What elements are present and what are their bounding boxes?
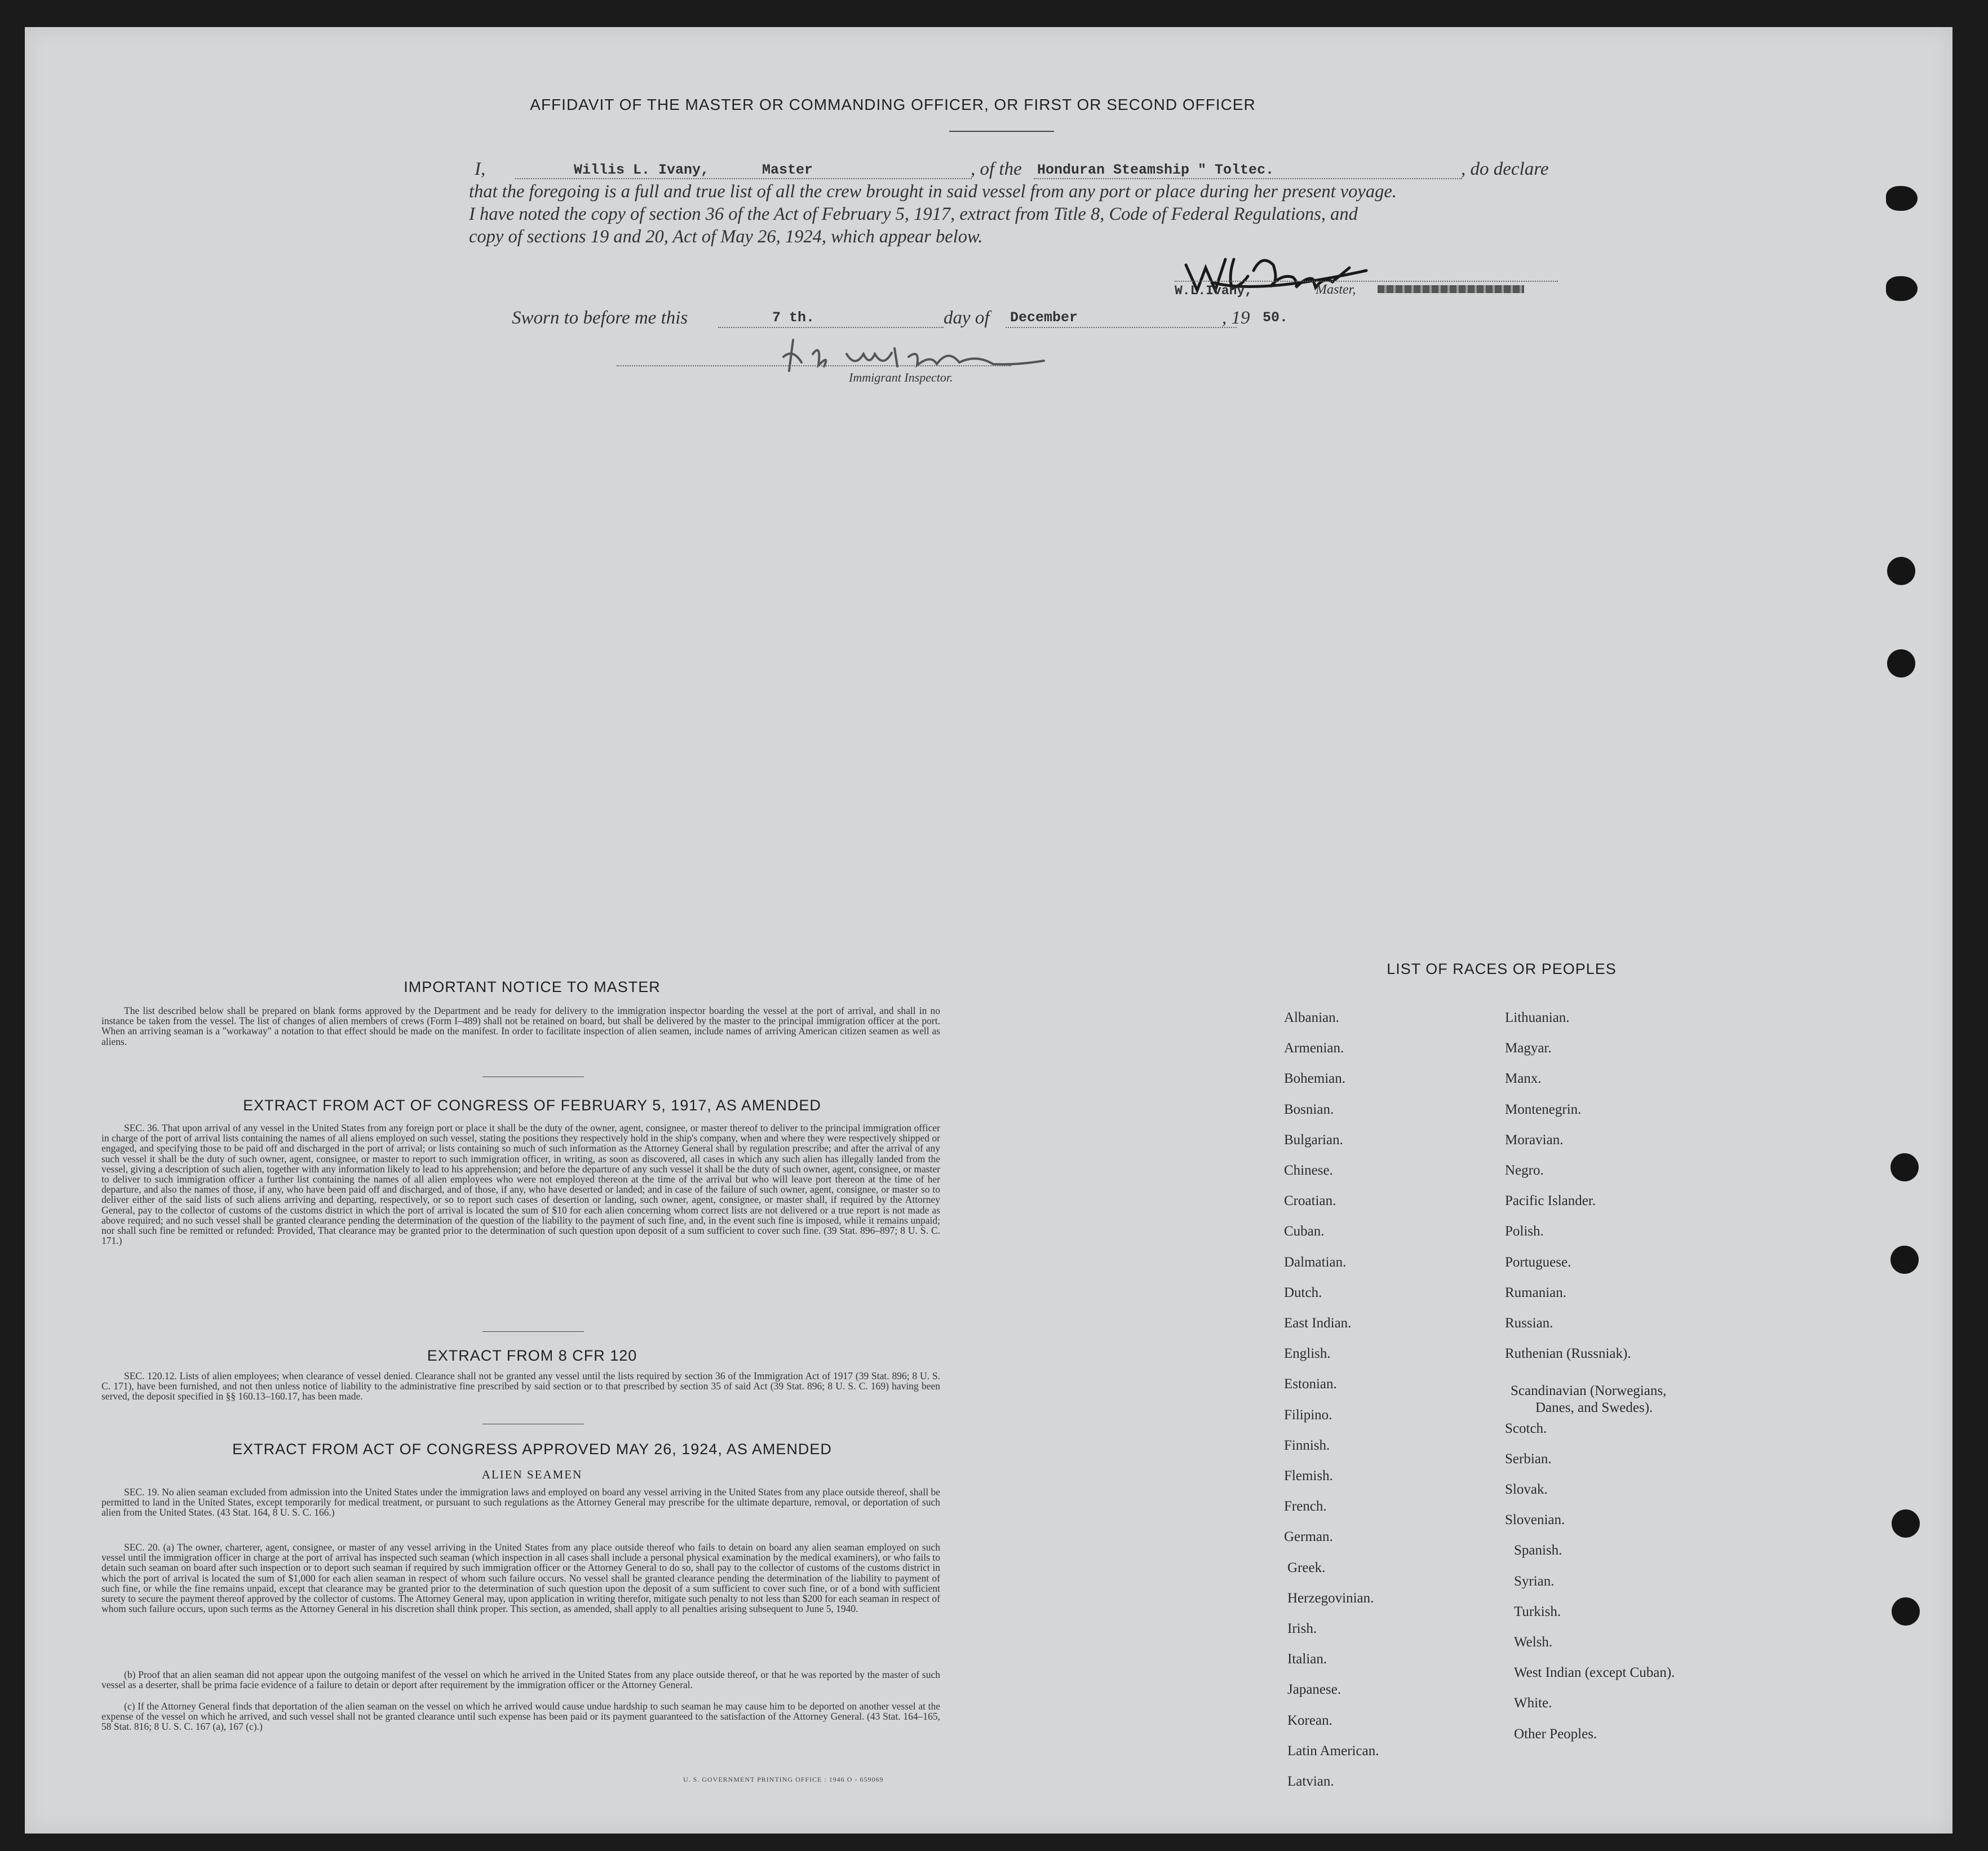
race-item: Japanese. <box>1287 1682 1341 1698</box>
race-item: Other Peoples. <box>1514 1726 1597 1742</box>
sworn-day: 7 th. <box>772 309 815 326</box>
punch-hole <box>1892 1509 1920 1538</box>
race-item: Montenegrin. <box>1505 1101 1582 1117</box>
punch-hole <box>1886 276 1918 301</box>
struck-text <box>1378 285 1524 293</box>
race-item: Bohemian. <box>1284 1071 1346 1087</box>
title-rule <box>949 131 1054 132</box>
sec20a-text: SEC. 20. (a) The owner, charterer, agent, consignee, or master of any vessel arriving in the United States from any place outside thereof who fails to detain on board any alien seaman employed on such vessel until the immigration officer in charge at the port of arrival has inspected such seaman (which inspection in all cases shall include a personal physical examination by the medical examiners), or who fails to detain such seaman on board after such inspection or to deport such seaman if required by such immigration officer or the Attorney General to do so, shall pay to the collector of customs of the customs district in which the port of arrival is located the sum of $1,000 for each alien seaman in respect of whom such failure occurs. No vessel shall be granted clearance pending the determination of the liability to payment of such fine, or while the fine remains unpaid, except that clearance may be granted prior to the determination of such question upon the deposit of a sum sufficient to cover such fine, or of a bond with sufficient surety to secure the payment thereof approved by the collector of customs. The Attorney General may, upon application in writing therefor, mitigate such penalty to not less than $200 for each seaman in respect of whom such failure occurs, upon such terms as the Attorney General in his discretion shall think proper. This section, as amended, shall apply to all penalties arising subsequent to June 5, 1940. <box>101 1542 940 1615</box>
punch-hole <box>1887 649 1915 677</box>
race-item: Korean. <box>1287 1712 1332 1728</box>
declarant-name: Willis L. Ivany, <box>574 162 710 178</box>
vessel-name: Honduran Steamship " Toltec. <box>1037 162 1274 178</box>
sworn-month: December <box>1010 309 1078 326</box>
punch-hole <box>1886 186 1918 211</box>
race-item: Irish. <box>1287 1621 1317 1636</box>
race-item: German. <box>1284 1529 1333 1545</box>
notice-text: The list described below shall be prepared on blank forms approved by the Department and be ready for delivery to the immigration inspector boarding the vessel at the port of arrival, and shall in no instance be taken from the vessel. The list of changes of alien members of crews (Form I–489) shall not be retained on board, but shall be delivered by the master to the principal immigration officer at the port. When an arriving seaman is a "workaway" a notation to that effect should be made on the manifest. In order to facilitate inspection of alien seamen, include names of arriving American citizen seamen as well as aliens. <box>101 1005 940 1047</box>
punch-hole <box>1890 1246 1919 1274</box>
section-rule <box>482 1331 584 1332</box>
extract1917-text: SEC. 36. That upon arrival of any vessel in the United States from any foreign port or place it shall be the duty of the owner, agent, consignee, or master thereof to deliver to the principal immigration officer in charge of the port of arrival lists containing the names of all aliens employed on such vessel, stating the positions they respectively hold in the ship's company, when and where they were respectively shipped or engaged, and specifying those to be paid off and discharged in the port of arrival; or lists containing so much of such information as the Attorney General shall by regulation prescribe; and after the arrival of any such vessel it shall be the duty of such owner, agent, consignee, or master to report to such immigration officer, in writing, as soon as discovered, all cases in which any such alien has illegally landed from the vessel, giving a description of such alien, together with any information likely to lead to his apprehension; and before the departure of any such vessel it shall be the duty of such owner, agent, consignee, or master to deliver to such immigration officer a further list containing the names of all alien employees who were not employed thereon at the time of the arrival but who will leave port thereon at the time of her departure, and also the names of those, if any, who have been paid off and discharged, and of those, if any, who have deserted or landed; and in case of the failure of such owner, agent, consignee, or master so to deliver either of the said lists of such aliens arriving and departing, respectively, or so to report such cases of desertion or landing, such owner, agent, consignee, or master shall, if required by the Attorney General, pay to the collector of customs of the customs district in which the port of arrival is located the sum of $10 for each alien concerning whom correct lists are not delivered or a true report is not made as above required; and no such vessel shall be granted clearance pending the determination of the question of the liability to the payment of such fine, and, in the event such fine is imposed, while it remains unpaid; nor shall such fine be remitted or refunded: Provided, That clearance may be granted prior to the determination of such question upon deposit of a sum sufficient to cover such fine. (39 Stat. 896–897; 8 U. S. C. 171.) <box>101 1122 940 1247</box>
sec20b-text: (b) Proof that an alien seaman did not appear upon the outgoing manifest of the vessel on which he arrived in the United States from any place outside thereof, or that he was reported by the master of such vessel as a deserter, shall be prima facie evidence of a failure to detain or deport after requirement by the immigration officer or the Attorney General. <box>101 1669 940 1691</box>
race-item: Slovenian. <box>1505 1512 1565 1528</box>
of-the-label: , of the <box>971 159 1022 179</box>
race-item: Dalmatian. <box>1284 1254 1347 1270</box>
day-of-label: day of <box>944 308 990 328</box>
race-item: Bulgarian. <box>1284 1132 1343 1148</box>
race-item: Flemish. <box>1284 1468 1333 1484</box>
race-item: Scotch. <box>1505 1420 1547 1436</box>
race-item: Albanian. <box>1284 1010 1339 1025</box>
race-item: Spanish. <box>1514 1543 1562 1558</box>
race-item: Rumanian. <box>1505 1285 1567 1300</box>
race-item: Serbian. <box>1505 1451 1552 1467</box>
inspector-label: Immigrant Inspector. <box>849 370 953 384</box>
race-item: Dutch. <box>1284 1285 1322 1300</box>
race-item: Russian. <box>1505 1316 1553 1331</box>
year-suffix: 50. <box>1263 309 1289 326</box>
race-item: Ruthenian (Russniak). <box>1505 1346 1631 1362</box>
extract1924-title: EXTRACT FROM ACT OF CONGRESS APPROVED MAY 26, 1924, AS AMENDED <box>232 1441 832 1458</box>
sworn-label: Sworn to before me this <box>512 308 688 328</box>
dotted-line <box>515 178 972 179</box>
race-item: Greek. <box>1287 1560 1326 1575</box>
extract-cfr-title: EXTRACT FROM 8 CFR 120 <box>427 1347 637 1364</box>
signature-role: Master, <box>1316 282 1356 297</box>
race-item: Slovak. <box>1505 1482 1548 1497</box>
race-item: Armenian. <box>1284 1040 1344 1056</box>
race-item: Negro. <box>1505 1163 1544 1178</box>
punch-hole <box>1890 1153 1919 1181</box>
dotted-line <box>1034 178 1462 179</box>
race-item: Magyar. <box>1505 1040 1552 1056</box>
race-item: Lithuanian. <box>1505 1010 1570 1025</box>
dotted-line <box>1006 327 1237 328</box>
extract-cfr-text: SEC. 120.12. Lists of alien employees; when clearance of vessel denied. Clearance shall not be granted any vessel until the lists required by section 36 of the Immigration Act of 1917 (39 Stat. 896; 8 U. S. C. 171), have been furnished, and not then unless notice of liability to the administrative fine prescribed by said section or to that prescribed by section 35 of said Act (39 Stat. 896; 8 U. S. C. 169) having been served, the deposit specified in §§ 160.13–160.17, has been made. <box>101 1370 940 1402</box>
race-item: Cuban. <box>1284 1224 1325 1239</box>
sec19-text: SEC. 19. No alien seaman excluded from admission into the United States under the immigration laws and employed on board any vessel arriving in the United States from any place outside thereof, shall be permitted to land in the United States, except temporarily for medical treatment, or pursuant to such regulations as the Attorney General may prescribe for the ultimate departure, removal, or deportation of such alien from the United States. (43 Stat. 164, 8 U. S. C. 166.) <box>101 1486 940 1518</box>
race-item: Bosnian. <box>1284 1101 1334 1117</box>
affidavit-body-line2: I have noted the copy of section 36 of the Act of February 5, 1917, extract from Title 8, Code of Federal Regulations, and <box>469 204 1358 224</box>
year-prefix: , 19 <box>1222 308 1250 328</box>
affidavit-body-line3: copy of sections 19 and 20, Act of May 26, 1924, which appear below. <box>469 227 983 247</box>
affidavit-title: AFFIDAVIT OF THE MASTER OR COMMANDING OFFICER, OR FIRST OR SECOND OFFICER <box>530 96 1256 113</box>
punch-hole <box>1892 1597 1920 1626</box>
race-item: Chinese. <box>1284 1163 1333 1178</box>
extract1917-title: EXTRACT FROM ACT OF CONGRESS OF FEBRUARY 5, 1917, AS AMENDED <box>243 1097 821 1114</box>
typed-signature: W.L.Ivany, <box>1175 284 1253 298</box>
dotted-line <box>718 327 944 328</box>
declarant-rank: Master <box>762 162 813 178</box>
do-declare-label: , do declare <box>1461 159 1549 179</box>
race-item: Croatian. <box>1284 1193 1336 1209</box>
race-item: White. <box>1514 1695 1552 1711</box>
race-item: Scandinavian (Norwegians, <box>1511 1383 1667 1399</box>
notice-title: IMPORTANT NOTICE TO MASTER <box>404 978 661 995</box>
race-item: Welsh. <box>1514 1635 1553 1650</box>
printing-office-footer: U. S. GOVERNMENT PRINTING OFFICE : 1946 O - 659069 <box>683 1775 884 1783</box>
race-item: Danes, and Swedes). <box>1535 1400 1653 1416</box>
affidavit-body-line1: that the foregoing is a full and true list of all the crew brought in said vessel from any port or place during her present voyage. <box>469 181 1397 202</box>
races-title: LIST OF RACES OR PEOPLES <box>1387 960 1617 977</box>
race-item: Herzegovinian. <box>1287 1590 1374 1606</box>
race-item: Estonian. <box>1284 1376 1337 1392</box>
i-label: I, <box>475 159 486 179</box>
race-item: Moravian. <box>1505 1132 1564 1148</box>
race-item: Manx. <box>1505 1071 1542 1087</box>
race-item: English. <box>1284 1346 1331 1362</box>
race-item: Latvian. <box>1287 1774 1334 1789</box>
extract1924-subtitle: ALIEN SEAMEN <box>481 1468 583 1481</box>
race-item: Italian. <box>1287 1651 1327 1667</box>
race-item: Finnish. <box>1284 1437 1330 1453</box>
race-item: Polish. <box>1505 1224 1544 1239</box>
race-item: Filipino. <box>1284 1407 1332 1423</box>
punch-hole <box>1887 557 1915 585</box>
sec20c-text: (c) If the Attorney General finds that deportation of the alien seaman on the vessel on which he arrived would cause undue hardship to such seaman he may cause him to be deported on another vessel at the expense of the vessel on which he arrived, and such vessel shall not be granted clearance until such expense has been paid or its payment guaranteed to the satisfaction of the Attorney General. (43 Stat. 164–165, 58 Stat. 816; 8 U. S. C. 167 (a), 167 (c).) <box>101 1701 940 1733</box>
race-item: Syrian. <box>1514 1573 1555 1589</box>
race-item: West Indian (except Cuban). <box>1514 1665 1675 1681</box>
race-item: French. <box>1284 1499 1327 1515</box>
race-item: Turkish. <box>1514 1604 1561 1619</box>
race-item: Latin American. <box>1287 1743 1379 1759</box>
race-item: East Indian. <box>1284 1316 1352 1331</box>
race-item: Portuguese. <box>1505 1254 1571 1270</box>
race-item: Pacific Islander. <box>1505 1193 1596 1209</box>
document-page <box>25 27 1952 1834</box>
